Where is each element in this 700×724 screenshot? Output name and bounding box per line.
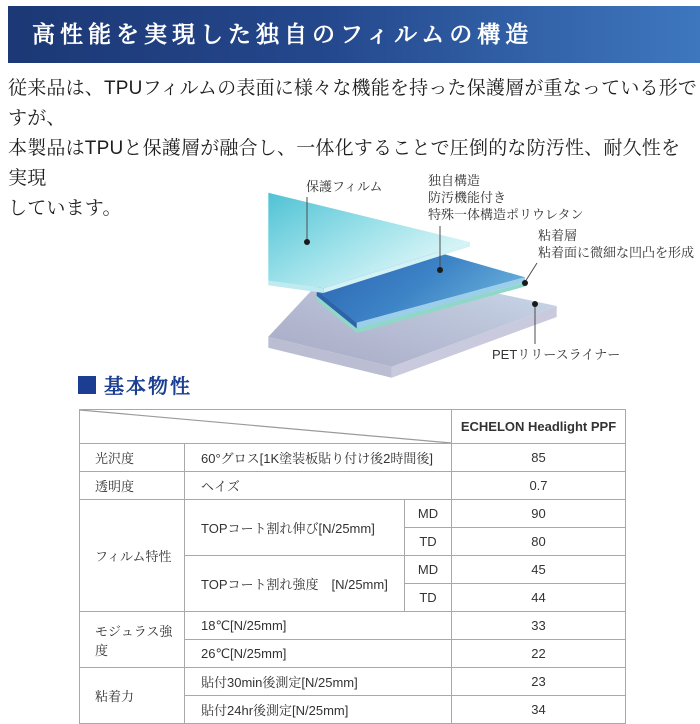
value-cell: 90 — [452, 500, 626, 528]
row-group-cell: 粘着力 — [80, 668, 185, 724]
value-cell: 33 — [452, 612, 626, 640]
section-title: 基本物性 — [104, 376, 192, 398]
intro-line: 本製品はTPUと保護層が融合し、一体化することで圧倒的な防汚性、耐久性を実現 — [8, 138, 681, 189]
row-group-cell: フィルム特性 — [80, 500, 185, 612]
direction-cell: MD — [405, 556, 452, 584]
product-header-cell: ECHELON Headlight PPF — [452, 410, 626, 444]
value-cell: 45 — [452, 556, 626, 584]
value-cell: 85 — [452, 444, 626, 472]
table-row — [80, 444, 626, 472]
test-name-cell: ヘイズ — [185, 472, 452, 500]
label-protective-film: 保護フィルム — [306, 179, 383, 194]
direction-cell: TD — [405, 584, 452, 612]
label-unique-structure: 独自構造 防汚機能付き 特殊一体構造ポリウレタン — [428, 173, 584, 222]
title-banner — [8, 6, 700, 63]
value-cell: 44 — [452, 584, 626, 612]
direction-cell: TD — [405, 528, 452, 556]
row-group-cell: 透明度 — [80, 472, 185, 500]
label-release-liner: PETリリースライナー — [492, 347, 621, 362]
label-adhesive-layer: 粘着層 粘着面に微細な凹凸を形成 — [538, 228, 695, 260]
diagonal-header-cell — [80, 410, 452, 444]
test-name-cell: 貼付24hr後測定[N/25mm] — [185, 696, 452, 724]
value-cell: 23 — [452, 668, 626, 696]
test-name-cell: 18℃[N/25mm] — [185, 612, 452, 640]
table-header-row — [80, 410, 626, 444]
page-title: 高性能を実現した独自のフィルムの構造 — [32, 22, 534, 47]
table-row — [80, 472, 626, 500]
square-bullet-icon — [78, 376, 96, 394]
value-cell: 22 — [452, 640, 626, 668]
section-heading — [78, 370, 192, 399]
value-cell: 34 — [452, 696, 626, 724]
test-name-cell: TOPコート割れ強度 [N/25mm] — [185, 556, 405, 612]
value-cell: 0.7 — [452, 472, 626, 500]
value-cell: 80 — [452, 528, 626, 556]
direction-cell: MD — [405, 500, 452, 528]
test-name-cell: 貼付30min後測定[N/25mm] — [185, 668, 452, 696]
row-group-cell: モジュラス強度 — [80, 612, 185, 668]
diagonal-line — [80, 410, 451, 443]
properties-table — [79, 409, 626, 724]
intro-line: しています。 — [8, 198, 122, 219]
table-row — [80, 668, 626, 696]
intro-line: 従来品は、TPUフィルムの表面に様々な機能を持った保護層が重なっている形ですが、 — [8, 78, 698, 129]
row-group-cell: 光沢度 — [80, 444, 185, 472]
table-row — [80, 612, 626, 640]
test-name-cell: TOPコート割れ伸び[N/25mm] — [185, 500, 405, 556]
film-structure-diagram — [240, 170, 700, 385]
table-row — [80, 500, 626, 528]
test-name-cell: 26℃[N/25mm] — [185, 640, 452, 668]
test-name-cell: 60°グロス[1K塗装板貼り付け後2時間後] — [185, 444, 452, 472]
